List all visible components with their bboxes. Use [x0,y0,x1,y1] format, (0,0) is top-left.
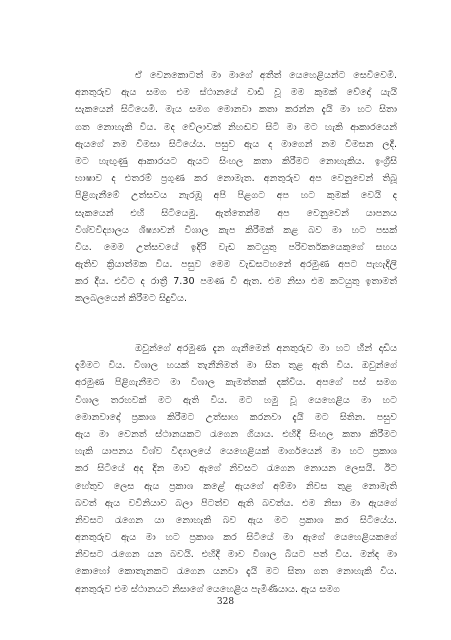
paragraph-2 [75,340,397,598]
text-line: විය. මෙම උත්සවයේ ඉදිරි වැඩ කටයුතු පරිවර්තකයෙකුගේ සහය [75,241,397,253]
text-line: කර දීය. එවිට ද රාත්‍රී 7.30 පමණ වී ඇත. එම නිසා එම කටයුතු ඉතාමත් [75,276,397,288]
text-line: බවත් ඇය වවිනියාව බලා පිටත්ව ඇති බවත්ය. එම නිසා මා ඇයගේ [75,497,397,509]
text-line: විශාල තරහවක් මට ඇති විය. මට හමු වූ යෙහෙළිය මා හට [75,394,397,406]
text-line: නිවසට රැගෙන යා නොහැකි බව ඇය මට ප්‍රකාශ කර සිටියේය. [75,514,397,526]
text-line: හේතුව ලෙස ඇය ප්‍රකාශ කළේ ඇයගේ අම්මා නිවස තුළ නොමැති [75,480,397,492]
text-line: ගත නොහැකි විය. මද වේලාවක් නිහඬව සිටි මා මට හැකි ආකාරයෙන් [75,121,397,133]
text-line: පිළිගැනීමේ උත්සවය නැරඹූ අපි පිළගට අප හට කුමක් වෙයි ද [75,190,397,202]
text-line: දැමීමට විය. විශාල හයක් තැනීනිමත් මා සිත තුළ ඇති විය. ඔවුන්ගේ [75,360,397,372]
text-line: කලබලයෙන් කිරීමට සිදුවිය. [75,293,187,305]
text-line: මට හැඟුණු ආකාරයට ඇයට සිංහල කතා කිරීමට නොහැකිය. ඉංග්‍රීසි [75,155,397,167]
text-line: ඒ වෙනකොටත් මා මාගේ අතීත් යෙහෙළියන්ට සෙවිවෙමි. [135,70,397,81]
text-line: නිවසට රැගෙන යන බවයි. එහිදී මාව විශාල බියට පත් විය. මන්ද මා [75,549,397,561]
text-line: විශ්වවිද්‍යාලය ශිෂ්‍යාවන් විශාල කැප කිරීමක් කළ බව මා හට පසක් [75,224,397,236]
text-line: කර සිටියේ අද දින මාව ඇගේ නිවසට රැගෙන නොයන ලෙසයි. ඊට [75,463,397,475]
text-line: ඇයගේ නම විමසා සිටියේය. පසුව ඇය ද මාගෙන් නම විමසන ලදී. [75,138,397,150]
text-line: සැකයෙන් සිටියෙමි. මැය සමග මොනවා කතා කරන්න දැයි මා හට සිතා [75,104,397,116]
text-line: කොහෝ කොතැනකට රැගෙන යනවා දැයි මට සිතා ගත නොහැකි විය. [75,566,397,578]
paragraph-1 [75,67,397,308]
text-line: හැකි යාපනය විශ්ව විද්‍යාලයේ යෙහෙළියක් මාර්ගයෙන් මා හට ප්‍රකාශ [75,446,397,458]
text-line: අනතුරුව එම ස්ථානයට නිසාගේ යෙහෙළිය පැමිණියාය. ඇය සමග [75,583,340,595]
page-number: 328 [216,597,235,607]
text-line: අනතුරුව ඇය මා හට ප්‍රකාශ කර සිටියේ මා ඇගේ යෙහෙළියකගේ [75,532,397,544]
text-line: අනතුරුව ඇය සමග එම ස්ථානයේ වාඩි වූ මම කුමක් වේදෝ යැයි [75,87,397,99]
text-line: ඇය මා වෙනත් ස්ථානයකට රැගෙන ගියාය. එහිදී සිංහල කතා කිරීමට [75,428,397,440]
text-line: මොනවාදෝ ප්‍රකාශ කිරීමට උත්සාහ කරනවා දැයි මට සිතින. පසුව [75,411,397,423]
text-line: ඔවුන්ගේ අරමුණ දැන ගැනීමෙන් අනතුරුව මා හට හීන් දාඩිය [135,343,397,354]
text-line: භාෂාව ද එතරම් ප්‍රගුණ කර නොමැත. අනතුරුව අප වෙනුවෙන් තිබූ [75,173,397,185]
text-line: ඇතිව ක්‍රියාත්මක විය. පසුව මෙම වැඩසටහනේ අරමුණ අපට පැහැදිලි [75,259,397,271]
text-line: සැකයෙන් එහි සිටියෙමු. ඇත්තෙන්ම අප වෙනුවෙන් යාපනය [75,207,397,219]
text-line: අරමුණ පිළිගැනීමට මා විශාල කැමත්තක් දක්විය. අපගේ පස් සමග [75,377,397,389]
